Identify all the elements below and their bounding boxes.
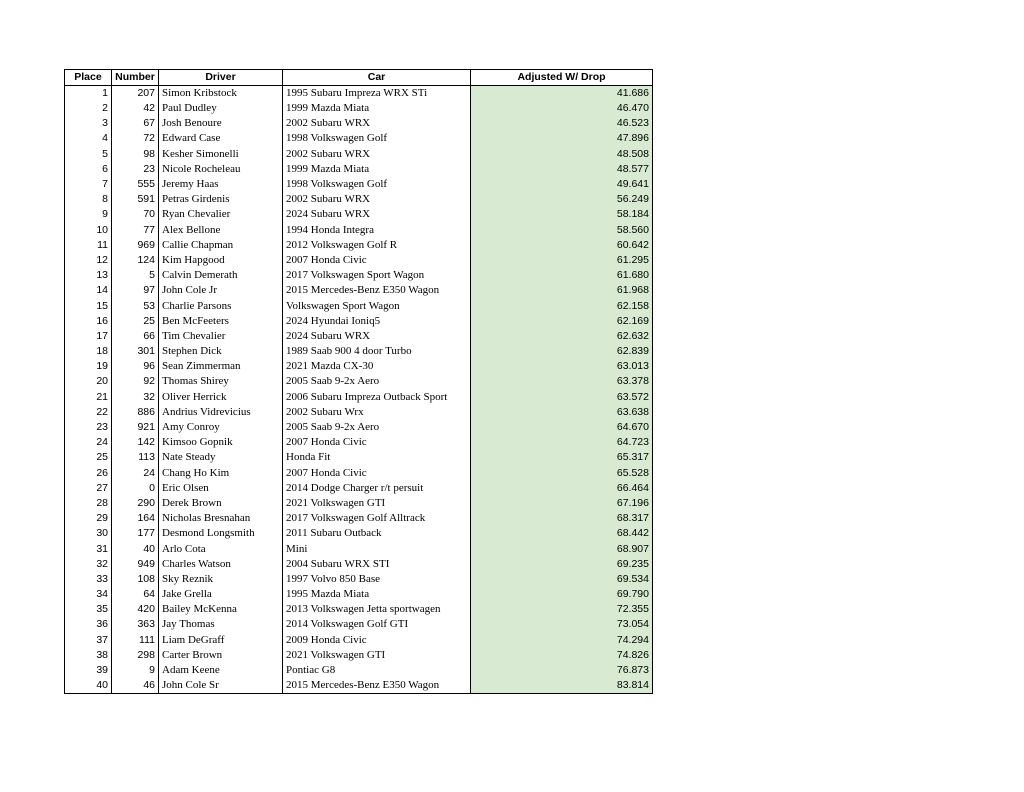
header-driver: Driver (159, 70, 283, 86)
driver-cell: Josh Benoure (159, 116, 283, 131)
adjusted-time-cell: 69.534 (471, 572, 653, 587)
car-number-cell: 98 (112, 147, 159, 162)
car-cell: 2007 Honda Civic (283, 253, 471, 268)
adjusted-time-cell: 69.790 (471, 587, 653, 602)
car-cell: 2024 Subaru WRX (283, 329, 471, 344)
place-cell: 25 (65, 450, 112, 465)
driver-cell: Eric Olsen (159, 481, 283, 496)
table-row (65, 253, 653, 268)
car-number-cell: 301 (112, 344, 159, 359)
adjusted-time-cell: 73.054 (471, 617, 653, 632)
place-cell: 34 (65, 587, 112, 602)
driver-cell: Oliver Herrick (159, 390, 283, 405)
driver-cell: Desmond Longsmith (159, 526, 283, 541)
adjusted-time-cell: 61.968 (471, 283, 653, 298)
car-cell: 1998 Volkswagen Golf (283, 131, 471, 146)
place-cell: 12 (65, 253, 112, 268)
car-cell: 2011 Subaru Outback (283, 526, 471, 541)
place-cell: 13 (65, 268, 112, 283)
driver-cell: Petras Girdenis (159, 192, 283, 207)
adjusted-time-cell: 46.523 (471, 116, 653, 131)
driver-cell: Sky Reznik (159, 572, 283, 587)
table-row (65, 283, 653, 298)
table-row (65, 405, 653, 420)
adjusted-time-cell: 46.470 (471, 101, 653, 116)
table-row (65, 572, 653, 587)
place-cell: 3 (65, 116, 112, 131)
car-number-cell: 591 (112, 192, 159, 207)
place-cell: 20 (65, 374, 112, 389)
car-cell: 2017 Volkswagen Sport Wagon (283, 268, 471, 283)
car-number-cell: 96 (112, 359, 159, 374)
adjusted-time-cell: 63.572 (471, 390, 653, 405)
car-number-cell: 97 (112, 283, 159, 298)
car-cell: 1998 Volkswagen Golf (283, 177, 471, 192)
car-number-cell: 969 (112, 238, 159, 253)
driver-cell: Bailey McKenna (159, 602, 283, 617)
car-cell: Honda Fit (283, 450, 471, 465)
driver-cell: John Cole Sr (159, 678, 283, 694)
car-number-cell: 24 (112, 466, 159, 481)
table-row (65, 86, 653, 102)
table-row (65, 329, 653, 344)
place-cell: 4 (65, 131, 112, 146)
driver-cell: Stephen Dick (159, 344, 283, 359)
place-cell: 6 (65, 162, 112, 177)
driver-cell: Ben McFeeters (159, 314, 283, 329)
car-cell: 1999 Mazda Miata (283, 162, 471, 177)
place-cell: 17 (65, 329, 112, 344)
driver-cell: Alex Bellone (159, 223, 283, 238)
driver-cell: Amy Conroy (159, 420, 283, 435)
car-cell: 1994 Honda Integra (283, 223, 471, 238)
driver-cell: Carter Brown (159, 648, 283, 663)
table-row (65, 648, 653, 663)
place-cell: 28 (65, 496, 112, 511)
adjusted-time-cell: 65.317 (471, 450, 653, 465)
adjusted-time-cell: 68.442 (471, 526, 653, 541)
table-row (65, 466, 653, 481)
adjusted-time-cell: 72.355 (471, 602, 653, 617)
car-number-cell: 921 (112, 420, 159, 435)
car-number-cell: 164 (112, 511, 159, 526)
table-row (65, 526, 653, 541)
driver-cell: Arlo Cota (159, 541, 283, 556)
place-cell: 14 (65, 283, 112, 298)
table-row (65, 131, 653, 146)
car-number-cell: 142 (112, 435, 159, 450)
car-cell: 2002 Subaru WRX (283, 116, 471, 131)
table-row (65, 617, 653, 632)
car-number-cell: 111 (112, 633, 159, 648)
table-row (65, 602, 653, 617)
car-number-cell: 32 (112, 390, 159, 405)
place-cell: 24 (65, 435, 112, 450)
adjusted-time-cell: 76.873 (471, 663, 653, 678)
car-number-cell: 886 (112, 405, 159, 420)
place-cell: 38 (65, 648, 112, 663)
car-number-cell: 0 (112, 481, 159, 496)
car-number-cell: 290 (112, 496, 159, 511)
place-cell: 31 (65, 541, 112, 556)
table-row (65, 587, 653, 602)
adjusted-time-cell: 62.839 (471, 344, 653, 359)
car-number-cell: 67 (112, 116, 159, 131)
place-cell: 19 (65, 359, 112, 374)
place-cell: 8 (65, 192, 112, 207)
adjusted-time-cell: 63.378 (471, 374, 653, 389)
place-cell: 40 (65, 678, 112, 694)
driver-cell: Sean Zimmerman (159, 359, 283, 374)
car-number-cell: 40 (112, 541, 159, 556)
table-row (65, 344, 653, 359)
place-cell: 15 (65, 298, 112, 313)
place-cell: 7 (65, 177, 112, 192)
driver-cell: Ryan Chevalier (159, 207, 283, 222)
car-cell: Pontiac G8 (283, 663, 471, 678)
car-cell: 2002 Subaru Wrx (283, 405, 471, 420)
adjusted-time-cell: 62.632 (471, 329, 653, 344)
car-number-cell: 23 (112, 162, 159, 177)
driver-cell: Nate Steady (159, 450, 283, 465)
place-cell: 27 (65, 481, 112, 496)
driver-cell: Jay Thomas (159, 617, 283, 632)
place-cell: 21 (65, 390, 112, 405)
car-number-cell: 363 (112, 617, 159, 632)
table-row (65, 511, 653, 526)
car-cell: 2007 Honda Civic (283, 435, 471, 450)
table-row (65, 207, 653, 222)
place-cell: 36 (65, 617, 112, 632)
adjusted-time-cell: 62.169 (471, 314, 653, 329)
driver-cell: Jeremy Haas (159, 177, 283, 192)
place-cell: 26 (65, 466, 112, 481)
car-number-cell: 53 (112, 298, 159, 313)
adjusted-time-cell: 56.249 (471, 192, 653, 207)
car-cell: 2007 Honda Civic (283, 466, 471, 481)
driver-cell: Kesher Simonelli (159, 147, 283, 162)
adjusted-time-cell: 69.235 (471, 557, 653, 572)
car-cell: 2012 Volkswagen Golf R (283, 238, 471, 253)
adjusted-time-cell: 63.638 (471, 405, 653, 420)
driver-cell: Nicole Rocheleau (159, 162, 283, 177)
place-cell: 33 (65, 572, 112, 587)
place-cell: 30 (65, 526, 112, 541)
driver-cell: Charlie Parsons (159, 298, 283, 313)
driver-cell: Jake Grella (159, 587, 283, 602)
car-cell: 2021 Mazda CX-30 (283, 359, 471, 374)
table-row (65, 390, 653, 405)
car-number-cell: 64 (112, 587, 159, 602)
adjusted-time-cell: 74.826 (471, 648, 653, 663)
adjusted-time-cell: 63.013 (471, 359, 653, 374)
table-row (65, 192, 653, 207)
driver-cell: Callie Chapman (159, 238, 283, 253)
adjusted-time-cell: 61.295 (471, 253, 653, 268)
car-cell: 2006 Subaru Impreza Outback Sport (283, 390, 471, 405)
table-row (65, 162, 653, 177)
table-row (65, 314, 653, 329)
car-number-cell: 92 (112, 374, 159, 389)
table-row (65, 374, 653, 389)
car-cell: 1995 Mazda Miata (283, 587, 471, 602)
place-cell: 23 (65, 420, 112, 435)
car-number-cell: 298 (112, 648, 159, 663)
table-row (65, 450, 653, 465)
car-number-cell: 108 (112, 572, 159, 587)
car-number-cell: 207 (112, 86, 159, 102)
place-cell: 32 (65, 557, 112, 572)
driver-cell: Thomas Shirey (159, 374, 283, 389)
table-row (65, 238, 653, 253)
table-row (65, 359, 653, 374)
adjusted-time-cell: 41.686 (471, 86, 653, 102)
results-body (65, 86, 653, 694)
adjusted-time-cell: 65.528 (471, 466, 653, 481)
driver-cell: Kim Hapgood (159, 253, 283, 268)
car-cell: 1999 Mazda Miata (283, 101, 471, 116)
place-cell: 1 (65, 86, 112, 102)
driver-cell: Derek Brown (159, 496, 283, 511)
place-cell: 10 (65, 223, 112, 238)
table-row (65, 268, 653, 283)
table-row (65, 101, 653, 116)
place-cell: 16 (65, 314, 112, 329)
car-number-cell: 5 (112, 268, 159, 283)
driver-cell: Edward Case (159, 131, 283, 146)
car-number-cell: 113 (112, 450, 159, 465)
car-cell: Volkswagen Sport Wagon (283, 298, 471, 313)
car-number-cell: 555 (112, 177, 159, 192)
adjusted-time-cell: 83.814 (471, 678, 653, 694)
car-cell: 2024 Subaru WRX (283, 207, 471, 222)
adjusted-time-cell: 47.896 (471, 131, 653, 146)
car-cell: 2014 Volkswagen Golf GTI (283, 617, 471, 632)
car-number-cell: 42 (112, 101, 159, 116)
car-cell: 1997 Volvo 850 Base (283, 572, 471, 587)
car-cell: 2021 Volkswagen GTI (283, 496, 471, 511)
adjusted-time-cell: 68.317 (471, 511, 653, 526)
table-row (65, 663, 653, 678)
adjusted-time-cell: 58.184 (471, 207, 653, 222)
place-cell: 2 (65, 101, 112, 116)
adjusted-time-cell: 67.196 (471, 496, 653, 511)
car-cell: 1989 Saab 900 4 door Turbo (283, 344, 471, 359)
adjusted-time-cell: 58.560 (471, 223, 653, 238)
driver-cell: Adam Keene (159, 663, 283, 678)
table-row (65, 678, 653, 694)
car-cell: 2024 Hyundai Ioniq5 (283, 314, 471, 329)
driver-cell: Liam DeGraff (159, 633, 283, 648)
driver-cell: Charles Watson (159, 557, 283, 572)
table-row (65, 177, 653, 192)
table-row (65, 496, 653, 511)
car-cell: 2009 Honda Civic (283, 633, 471, 648)
table-row (65, 435, 653, 450)
adjusted-time-cell: 68.907 (471, 541, 653, 556)
car-cell: 2004 Subaru WRX STI (283, 557, 471, 572)
place-cell: 5 (65, 147, 112, 162)
adjusted-time-cell: 64.723 (471, 435, 653, 450)
car-number-cell: 70 (112, 207, 159, 222)
car-cell: 2002 Subaru WRX (283, 147, 471, 162)
place-cell: 39 (65, 663, 112, 678)
table-row (65, 298, 653, 313)
table-row (65, 541, 653, 556)
driver-cell: Calvin Demerath (159, 268, 283, 283)
place-cell: 22 (65, 405, 112, 420)
header-number: Number (112, 70, 159, 86)
adjusted-time-cell: 48.508 (471, 147, 653, 162)
car-number-cell: 124 (112, 253, 159, 268)
car-cell: 2005 Saab 9-2x Aero (283, 374, 471, 389)
car-number-cell: 77 (112, 223, 159, 238)
results-table (64, 69, 653, 694)
table-row (65, 557, 653, 572)
place-cell: 18 (65, 344, 112, 359)
adjusted-time-cell: 62.158 (471, 298, 653, 313)
place-cell: 9 (65, 207, 112, 222)
driver-cell: Tim Chevalier (159, 329, 283, 344)
car-number-cell: 66 (112, 329, 159, 344)
car-cell: 2013 Volkswagen Jetta sportwagen (283, 602, 471, 617)
driver-cell: Kimsoo Gopnik (159, 435, 283, 450)
car-cell: 2014 Dodge Charger r/t persuit (283, 481, 471, 496)
adjusted-time-cell: 66.464 (471, 481, 653, 496)
place-cell: 11 (65, 238, 112, 253)
car-number-cell: 420 (112, 602, 159, 617)
table-row (65, 481, 653, 496)
car-cell: 1995 Subaru Impreza WRX STi (283, 86, 471, 102)
car-cell: 2021 Volkswagen GTI (283, 648, 471, 663)
adjusted-time-cell: 49.641 (471, 177, 653, 192)
table-row (65, 420, 653, 435)
car-number-cell: 177 (112, 526, 159, 541)
car-cell: 2015 Mercedes-Benz E350 Wagon (283, 283, 471, 298)
header-car: Car (283, 70, 471, 86)
car-cell: 2015 Mercedes-Benz E350 Wagon (283, 678, 471, 694)
adjusted-time-cell: 64.670 (471, 420, 653, 435)
adjusted-time-cell: 60.642 (471, 238, 653, 253)
car-cell: 2017 Volkswagen Golf Alltrack (283, 511, 471, 526)
car-number-cell: 949 (112, 557, 159, 572)
table-row (65, 633, 653, 648)
adjusted-time-cell: 74.294 (471, 633, 653, 648)
driver-cell: John Cole Jr (159, 283, 283, 298)
header-row (65, 70, 653, 86)
adjusted-time-cell: 61.680 (471, 268, 653, 283)
place-cell: 29 (65, 511, 112, 526)
table-row (65, 147, 653, 162)
car-number-cell: 9 (112, 663, 159, 678)
car-cell: 2002 Subaru WRX (283, 192, 471, 207)
place-cell: 37 (65, 633, 112, 648)
header-adjusted-time: Adjusted W/ Drop (471, 70, 653, 86)
adjusted-time-cell: 48.577 (471, 162, 653, 177)
driver-cell: Simon Kribstock (159, 86, 283, 102)
driver-cell: Nicholas Bresnahan (159, 511, 283, 526)
driver-cell: Andrius Vidrevicius (159, 405, 283, 420)
place-cell: 35 (65, 602, 112, 617)
header-place: Place (65, 70, 112, 86)
car-number-cell: 25 (112, 314, 159, 329)
car-number-cell: 72 (112, 131, 159, 146)
table-row (65, 223, 653, 238)
car-number-cell: 46 (112, 678, 159, 694)
car-cell: 2005 Saab 9-2x Aero (283, 420, 471, 435)
car-cell: Mini (283, 541, 471, 556)
driver-cell: Chang Ho Kim (159, 466, 283, 481)
table-row (65, 116, 653, 131)
driver-cell: Paul Dudley (159, 101, 283, 116)
